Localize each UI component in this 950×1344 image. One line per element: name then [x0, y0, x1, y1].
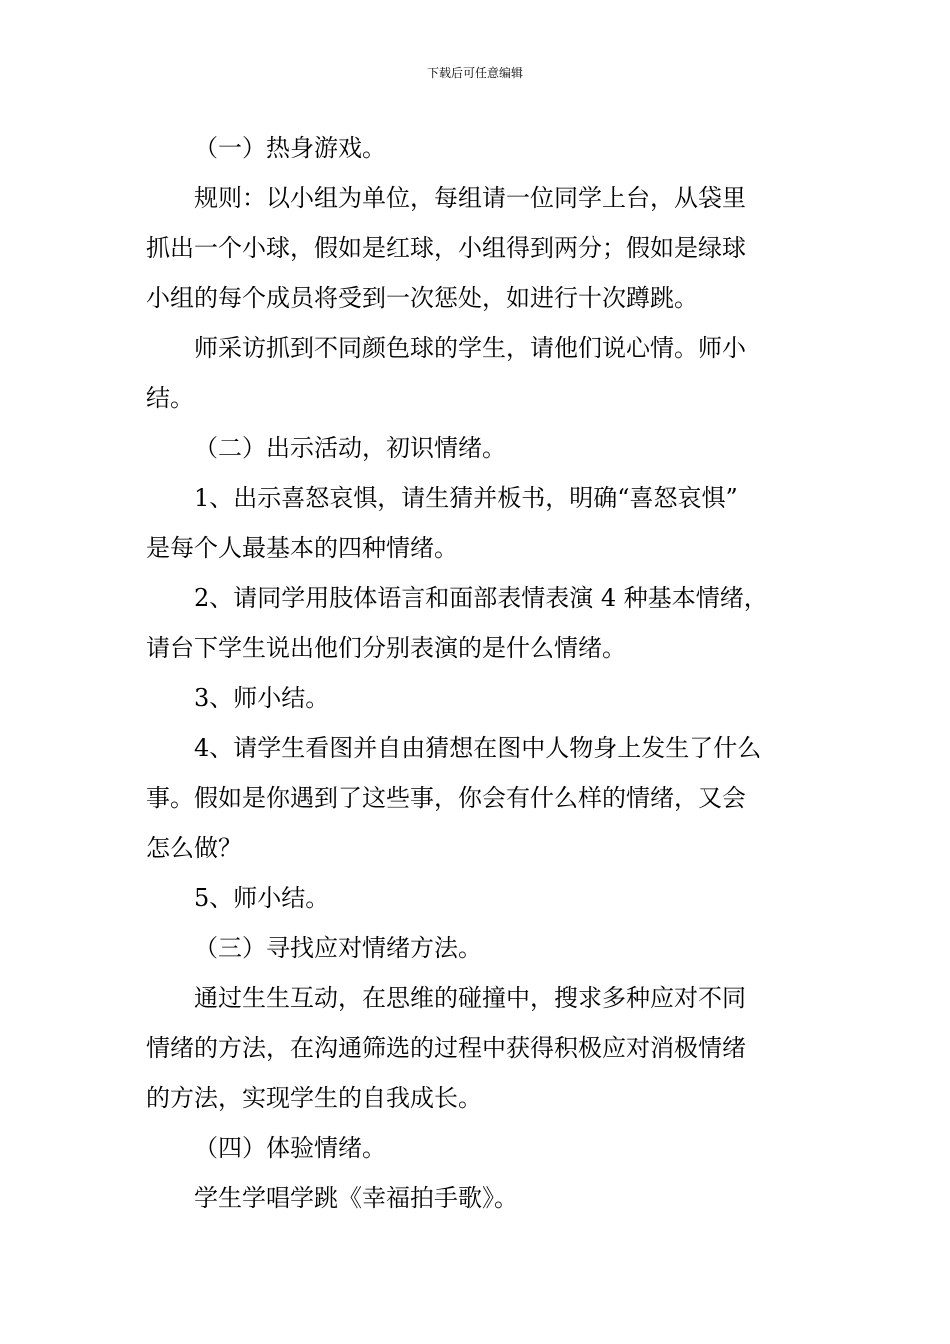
section-heading-activity: （二）出示活动，初识情绪。	[194, 434, 506, 462]
body-line: 小组的每个成员将受到一次惩处，如进行十次蹲跳。	[146, 284, 698, 312]
body-line: 3、师小结。	[194, 684, 330, 712]
body-line: 是每个人最基本的四种情绪。	[146, 534, 458, 562]
body-line: 学生学唱学跳《幸福拍手歌》。	[194, 1184, 518, 1212]
body-line: 怎么做？	[146, 834, 242, 862]
section-heading-methods: （三）寻找应对情绪方法。	[194, 934, 482, 962]
document-body	[146, 123, 811, 1223]
page-header-note: 下载后可任意编辑	[426, 66, 523, 80]
section-heading-experience: （四）体验情绪。	[194, 1134, 386, 1162]
section-heading-warmup: （一）热身游戏。	[194, 134, 386, 162]
body-line: 情绪的方法，在沟通筛选的过程中获得积极应对消极情绪	[146, 1034, 746, 1062]
body-line: 5、师小结。	[194, 884, 330, 912]
body-line: 抓出一个小球，假如是红球，小组得到两分；假如是绿球	[146, 234, 746, 262]
body-line: 的方法，实现学生的自我成长。	[146, 1084, 482, 1112]
body-line: 通过生生互动，在思维的碰撞中，搜求多种应对不同	[194, 984, 746, 1012]
body-line: 结。	[146, 384, 194, 412]
body-line: 1、出示喜怒哀惧，请生猜并板书，明确“喜怒哀惧”	[194, 484, 738, 512]
body-line: 4、请学生看图并自由猜想在图中人物身上发生了什么	[194, 734, 762, 762]
body-line: 规则：以小组为单位，每组请一位同学上台，从袋里	[194, 184, 746, 212]
body-line: 师采访抓到不同颜色球的学生，请他们说心情。师小	[194, 334, 746, 362]
body-line: 2、请同学用肢体语言和面部表情表演 4 种基本情绪，	[194, 584, 768, 612]
body-line: 事。假如是你遇到了这些事，你会有什么样的情绪，又会	[146, 784, 746, 812]
body-line: 请台下学生说出他们分别表演的是什么情绪。	[146, 634, 626, 662]
